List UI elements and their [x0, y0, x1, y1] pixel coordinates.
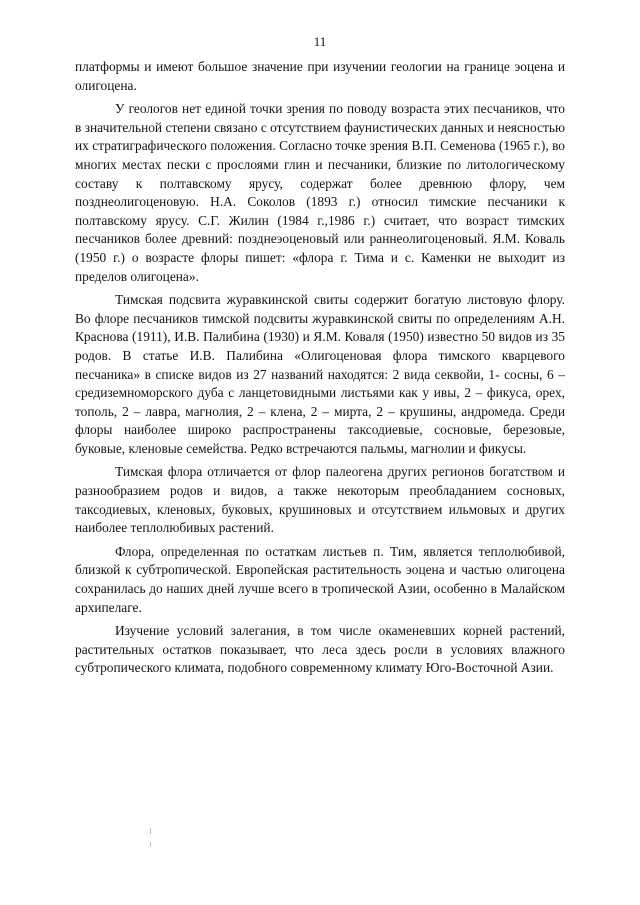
paragraph-thermophilic-flora: Флора, определенная по остаткам листьев п. Тим, является теплолюбивой, близкой к субтропической. Европейская растительность эоцена и частью олигоцена сохранилась до наших дней лучше всего в тропической Азии, особенно в Малайском архипелаге.	[75, 543, 565, 615]
paragraph-flora-distinction: Тимская флора отличается от флор палеогена других регионов богатством и разнообразием родов и видов, а также некоторым преобладанием сосновых, таксодиевых, кленовых, буковых, крушиновых и отсутствием ильмовых и других наиболее теплолюбивых растений.	[75, 464, 565, 536]
paragraph-climate-conditions: Изучение условий залегания, в том числе окаменевших корней растений, растительных остатков показывает, что леса здесь росли в условиях влажного субтропического климата, подобного современному климату Юго-Восточной Азии.	[75, 623, 565, 676]
scan-speck	[150, 828, 151, 834]
paragraph-flora-composition: Тимская подсвита журавкинской свиты содержит богатую листовую флору. Во флоре песчаников тимской подсвиты журавкинской свиты по определениям А.Н. Краснова (1911), И.В. Палибина (1930) и Я.М. Коваля (1950) известно 50 видов из 35 родов. В статье И.В. Палибина «Олигоценовая флора тимского кварцевого песчаника» в списке видов из 27 названий находятся: 2 вида секвойи, 1- сосны, 6 – средиземноморского дуба с ланцетовидными листьями как у ивы, 2 – фикуса, орех, тополь, 2 – лавра, магнолия, 2 – клена, 2 – мирта, 2 – крушины, андромеда. Среди флоры наиболее широко распространены таксодиевые, сосновые, березовые, буковые, кленовые семейства. Редко встречаются пальмы, магнолии и фикусы.	[75, 292, 565, 456]
paragraph-continuation: платформы и имеют большое значение при изучении геологии на границе эоцена и олигоцена.	[75, 59, 565, 93]
paragraph-sandstone-age: У геологов нет единой точки зрения по поводу возраста этих песчаников, что в значительной степени связано с отсутствием фаунистических данных и неясностью их стратиграфического положения. Согласно точке зрения В.П. Семенова (1965 г.), во многих местах пески с прослоями глин и песчаники, близкие по литологическому составу к полтавскому ярусу, содержат более древнюю флору, чем позднеолигоценовую. Н.А. Соколов (1893 г.) относил тимские песчаники к полтавскому ярусу. С.Г. Жилин (1984 г.,1986 г.) считает, что возраст тимских песчаников более древний: позднеэоценовый или раннеолигоценовый. Я.М. Коваль (1950 г.) о возрасте флоры пишет: «флора г. Тима и с. Каменки не выходит из пределов олигоцена».	[75, 101, 565, 284]
scan-speck	[150, 842, 151, 847]
page-number: 11	[313, 34, 327, 49]
body-text	[75, 58, 565, 678]
